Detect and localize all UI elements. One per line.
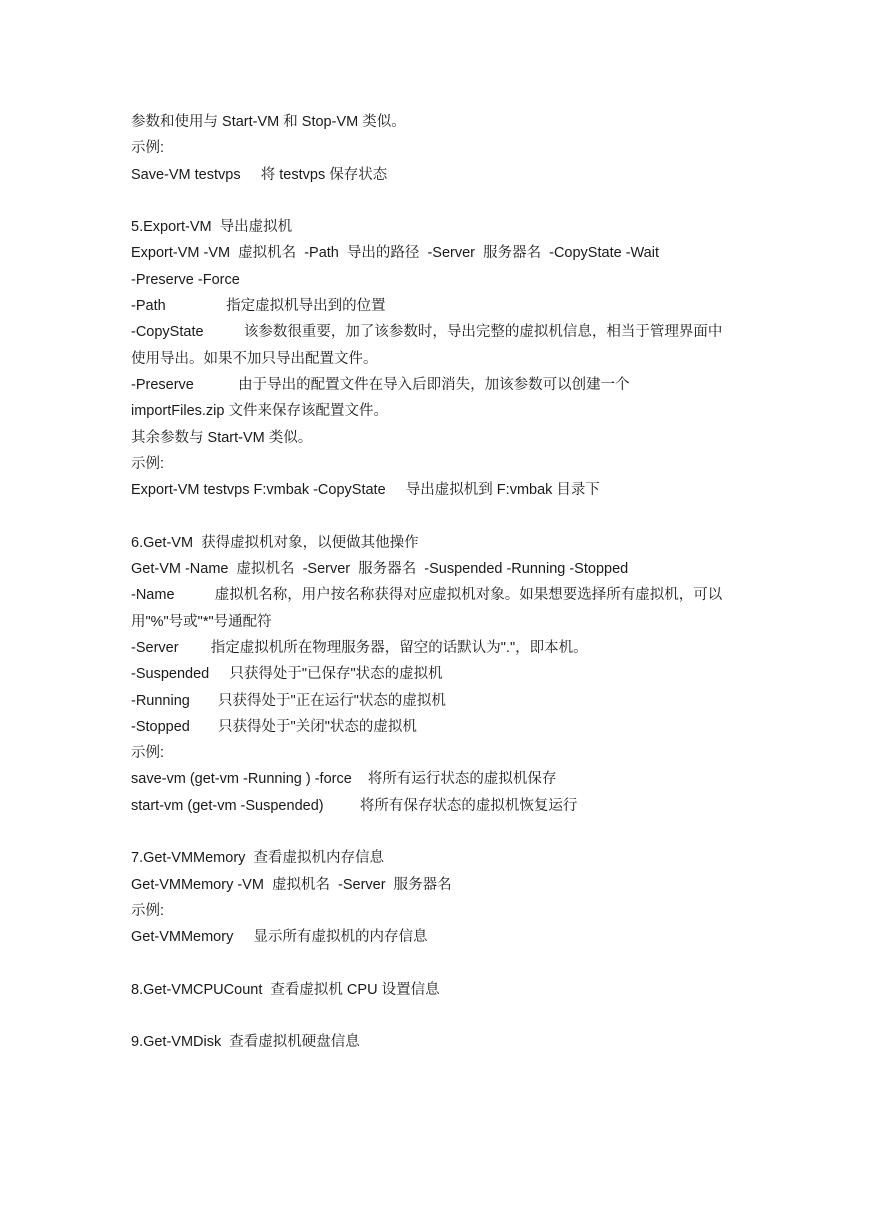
- blank-line: [131, 188, 751, 214]
- section-heading-get-vmmemory: 7.Get-VMMemory 查看虚拟机内存信息: [131, 850, 384, 867]
- example-command: Get-VMMemory 显示所有虚拟机的内存信息: [131, 929, 428, 946]
- example-command: start-vm (get-vm -Suspended) 将所有保存状态的虚拟机恢复运行: [131, 797, 578, 814]
- example-label: 示例:: [131, 745, 165, 762]
- parameter-preserve-continued: importFiles.zip 文件来保存该配置文件。: [131, 403, 388, 420]
- example-command: Export-VM testvps F:vmbak -CopyState 导出虚拟机到 F:vmbak 目录下: [131, 482, 600, 499]
- blank-line: [131, 503, 751, 529]
- section-heading-get-vm: 6.Get-VM 获得虚拟机对象，以便做其他操作: [131, 534, 419, 551]
- example-label: 示例:: [131, 455, 165, 472]
- parameter-name-continued: 用"%"号或"*"号通配符: [131, 613, 272, 630]
- parameter-copystate-continued: 使用导出。如果不加只导出配置文件。: [131, 350, 378, 367]
- section-heading-export-vm: 5.Export-VM 导出虚拟机: [131, 219, 293, 236]
- parameter-running: -Running 只获得处于"正在运行"状态的虚拟机: [131, 692, 446, 709]
- parameter-stopped: -Stopped 只获得处于"关闭"状态的虚拟机: [131, 718, 417, 735]
- blank-line: [131, 1003, 751, 1029]
- text-line: 其余参数与 Start-VM 类似。: [131, 429, 313, 446]
- blank-line: [131, 819, 751, 845]
- section-heading-get-vmcpucount: 8.Get-VMCPUCount 查看虚拟机 CPU 设置信息: [131, 981, 440, 998]
- syntax-line: Get-VMMemory -VM 虚拟机名 -Server 服务器名: [131, 876, 452, 893]
- example-command: Save-VM testvps 将 testvps 保存状态: [131, 166, 388, 183]
- parameter-preserve: -Preserve 由于导出的配置文件在导入后即消失，加该参数可以创建一个: [131, 376, 630, 393]
- parameter-copystate: -CopyState 该参数很重要，加了该参数时，导出完整的虚拟机信息，相当于管理界面中: [131, 324, 723, 341]
- syntax-line: Export-VM -VM 虚拟机名 -Path 导出的路径 -Server 服务器名 -CopyState -Wait: [131, 245, 659, 262]
- parameter-server: -Server 指定虚拟机所在物理服务器，留空的话默认为"."，即本机。: [131, 639, 588, 656]
- text-line: 参数和使用与 Start-VM 和 Stop-VM 类似。: [131, 114, 406, 130]
- example-label: 示例:: [131, 902, 165, 919]
- blank-line: [131, 951, 751, 977]
- syntax-line: Get-VM -Name 虚拟机名 -Server 服务器名 -Suspended -Running -Stopped: [131, 561, 629, 578]
- section-heading-get-vmdisk: 9.Get-VMDisk 查看虚拟机硬盘信息: [131, 1034, 360, 1051]
- example-command: save-vm (get-vm -Running ) -force 将所有运行状态的虚拟机保存: [131, 771, 557, 788]
- document-page: [131, 109, 751, 1056]
- parameter-path: -Path 指定虚拟机导出到的位置: [131, 298, 386, 315]
- syntax-line-continued: -Preserve -Force: [131, 271, 240, 288]
- example-label: 示例:: [131, 140, 165, 157]
- parameter-name: -Name 虚拟机名称，用户按名称获得对应虚拟机对象。如果想要选择所有虚拟机，可以: [131, 587, 723, 604]
- parameter-suspended: -Suspended 只获得处于"已保存"状态的虚拟机: [131, 666, 443, 683]
